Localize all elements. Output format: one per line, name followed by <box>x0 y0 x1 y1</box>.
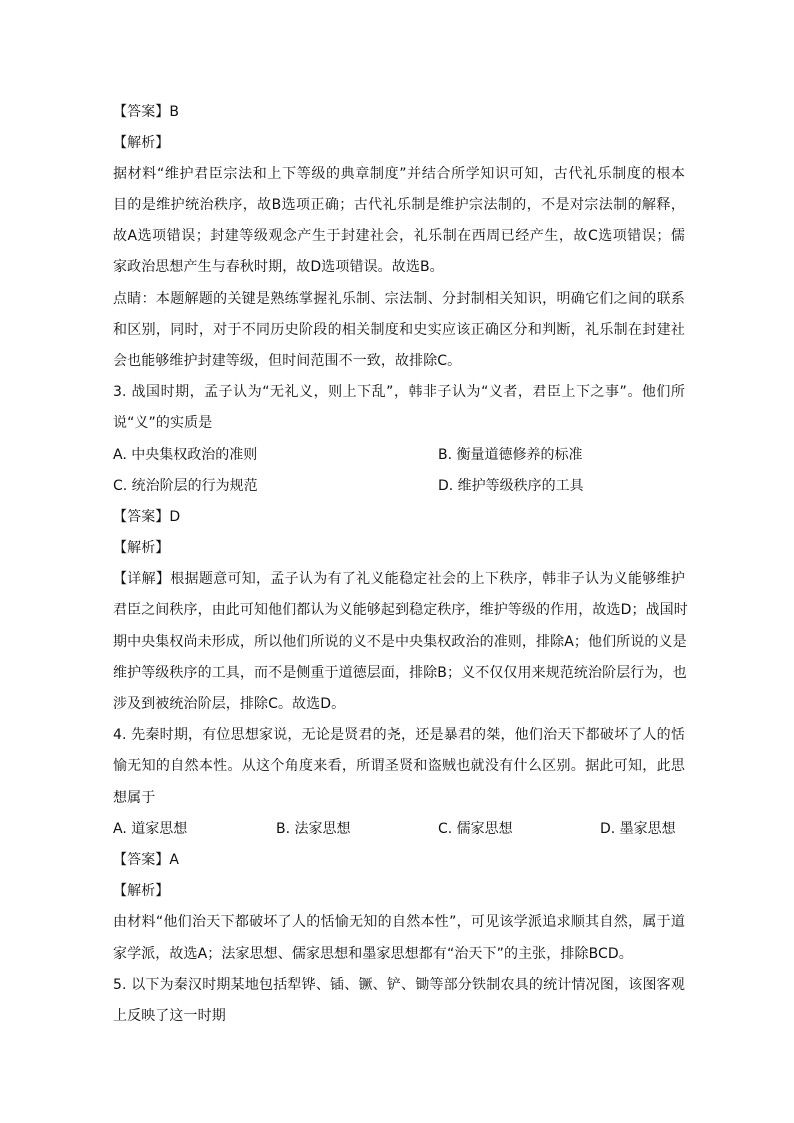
q4-stem-line: 愉无知的自然本性。从这个角度来看，所谓圣贤和盗贼也就没有什么区别。据此可知，此思 <box>113 758 685 774</box>
q3-detail-line: 君臣之间秩序，由此可知他们都认为义能够起到稳定秩序，维护等级的作用，故选D；战国时 <box>113 602 688 618</box>
q4-answer <box>113 850 685 870</box>
q4-stem-line: 想属于 <box>113 790 156 806</box>
q3-stem-line: 3. 战国时期，孟子认为“无礼义，则上下乱”，韩非子认为“义者，君臣上下之事”。他们所 <box>113 384 685 400</box>
answer-label: 【答案】 <box>113 852 170 868</box>
q4-analysis-label: 【解析】 <box>113 883 170 899</box>
q3-option-b: B. 衡量道德修养的标准 <box>438 447 583 463</box>
q3-detail-line: 【详解】根据题意可知，孟子认为有了礼义能稳定社会的上下秩序，韩非子认为义能够维护 <box>113 571 685 587</box>
q2-comment-line: 和区别，同时，对于不同历史阶段的相关制度和史实应该正确区分和判断，礼乐制在封建社 <box>113 322 685 338</box>
q4-analysis-line: 由材料“他们治天下都破坏了人的恬愉无知的自然本性”，可见该学派追求顺其自然，属于道 <box>113 914 685 930</box>
q4-option-a: A. 道家思想 <box>113 821 188 837</box>
q2-analysis-line: 目的是维护统治秩序，故B选项正确；古代礼乐制是维护宗法制的，不是对宗法制的解释， <box>113 197 685 213</box>
q3-analysis-label: 【解析】 <box>113 540 170 556</box>
q4-option-c: C. 儒家思想 <box>438 821 513 837</box>
q4-analysis-line: 家学派，故选A；法家思想、儒家思想和墨家思想都有“治天下”的主张，排除BCD。 <box>113 946 633 962</box>
q5-stem-line: 上反映了这一时期 <box>113 1008 226 1024</box>
q2-analysis-line: 家政治思想产生与春秋时期，故D选项错误。故选B。 <box>113 259 444 275</box>
answer-value: B <box>169 104 180 120</box>
q2-comment-line: 点睛：本题解题的关键是熟练掌握礼乐制、宗法制、分封制相关知识，明确它们之间的联系 <box>113 291 685 307</box>
q3-detail-line: 期中央集权尚未形成，所以他们所说的义不是中央集权政治的准则，排除A；他们所说的义是 <box>113 634 687 650</box>
answer-label: 【答案】 <box>113 509 170 525</box>
q3-stem-line: 说“义”的实质是 <box>113 415 213 431</box>
q2-analysis-label: 【解析】 <box>113 135 170 151</box>
q3-option-d: D. 维护等级秩序的工具 <box>438 478 584 494</box>
q5-stem-line: 5. 以下为秦汉时期某地包括犁铧、锸、镢、铲、锄等部分铁制农具的统计情况图，该图客观 <box>113 977 685 993</box>
q3-detail-line: 维护等级秩序的工具，而不是侧重于道德层面，排除B；义不仅仅用来规范统治阶层行为，也 <box>113 665 687 681</box>
q4-option-b: B. 法家思想 <box>276 821 351 837</box>
q3-option-c: C. 统治阶层的行为规范 <box>113 478 258 494</box>
q4-stem-line: 4. 先秦时期，有位思想家说，无论是贤君的尧，还是暴君的桀，他们治天下都破坏了人的恬 <box>113 727 685 743</box>
answer-value: A <box>169 852 180 868</box>
q3-detail-line: 涉及到被统治阶层，排除C。故选D。 <box>113 696 346 712</box>
answer-label: 【答案】 <box>113 104 170 120</box>
q3-option-a: A. 中央集权政治的准则 <box>113 447 258 463</box>
q2-answer <box>113 102 685 122</box>
answer-value: D <box>169 509 181 525</box>
q2-analysis-line: 据材料“维护君臣宗法和上下等级的典章制度”并结合所学知识可知，古代礼乐制度的根本 <box>113 166 685 182</box>
q2-analysis-line: 故A选项错误；封建等级观念产生于封建社会，礼乐制在西周已经产生，故C选项错误；儒 <box>113 228 685 244</box>
q2-comment-line: 会也能够维护封建等级，但时间范围不一致，故排除C。 <box>113 353 462 369</box>
q3-answer <box>113 507 685 527</box>
q4-option-d: D. 墨家思想 <box>600 821 676 837</box>
